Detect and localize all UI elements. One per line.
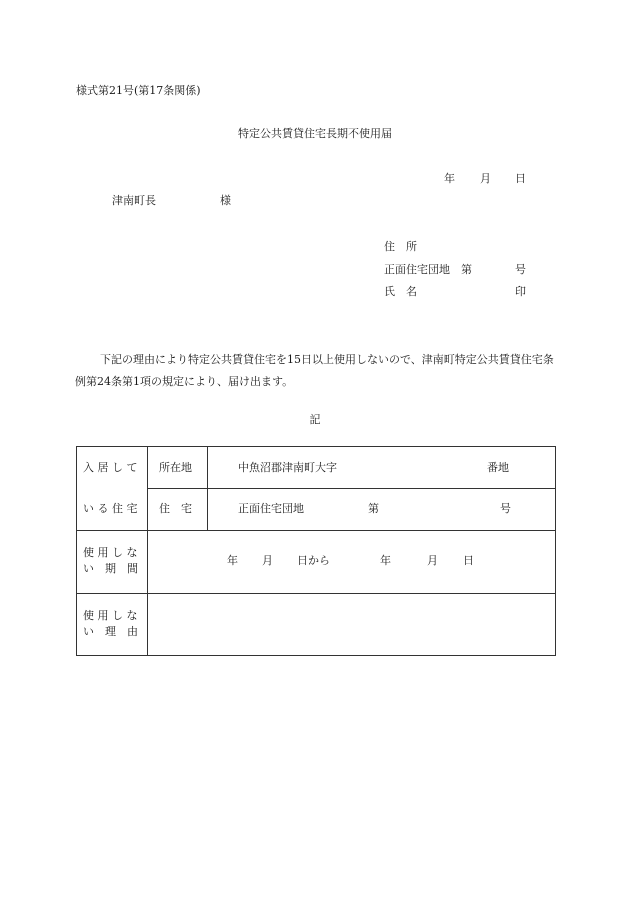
period-to-month[interactable]: 月 (427, 554, 438, 567)
housing-dai: 第 (368, 502, 379, 515)
addressee-honorific: 様 (220, 194, 231, 207)
location-banchi: 番地 (487, 461, 509, 474)
date-month-label: 月 (480, 172, 491, 185)
applicant-address-label: 住 所 (384, 240, 417, 253)
reason-field[interactable] (159, 609, 539, 639)
applicant-seal: 印 (515, 285, 526, 298)
period-label-line1: 使 用 し な (83, 546, 138, 559)
period-to-year[interactable]: 年 (380, 554, 391, 567)
location-label: 所在地 (159, 461, 192, 474)
housing-value[interactable]: 正面住宅団地 (238, 502, 304, 515)
reason-label-line2: い 理 由 (83, 625, 138, 638)
notification-table (76, 446, 556, 656)
period-label-line2: い 期 間 (83, 562, 138, 575)
table-divider (147, 488, 555, 489)
date-day-label: 日 (515, 172, 526, 185)
document-title: 特定公共賃貸住宅長期不使用届 (238, 127, 392, 140)
period-to-day[interactable]: 日 (463, 554, 474, 567)
applicant-housing-prefix: 正面住宅団地 第 (384, 263, 472, 276)
applicant-housing-suffix: 号 (515, 263, 526, 276)
residence-label-line2: い る 住 宅 (83, 502, 138, 515)
period-from-year[interactable]: 年 (227, 554, 238, 567)
housing-go: 号 (500, 502, 511, 515)
form-number: 様式第21号(第17条関係) (76, 84, 201, 97)
table-divider (77, 593, 555, 594)
residence-label-line1: 入 居 し て (83, 461, 138, 474)
body-paragraph: 下記の理由により特定公共賃貸住宅を15日以上使用しないので、津南町特定公共賃貸住宅条例第24条第1項の規定により、届け出ます。 (75, 353, 554, 388)
location-value[interactable]: 中魚沼郡津南町大字 (238, 461, 337, 474)
ki-heading: 記 (309, 413, 321, 426)
applicant-name-label: 氏 名 (384, 285, 417, 298)
addressee-name: 津南町長 (112, 194, 156, 207)
housing-label: 住 宅 (159, 502, 192, 515)
table-divider (77, 530, 555, 531)
date-year-label: 年 (444, 172, 455, 185)
period-from-month[interactable]: 月 (262, 554, 273, 567)
table-divider (147, 447, 148, 655)
reason-label-line1: 使 用 し な (83, 609, 138, 622)
period-from-day[interactable]: 日から (297, 554, 330, 567)
